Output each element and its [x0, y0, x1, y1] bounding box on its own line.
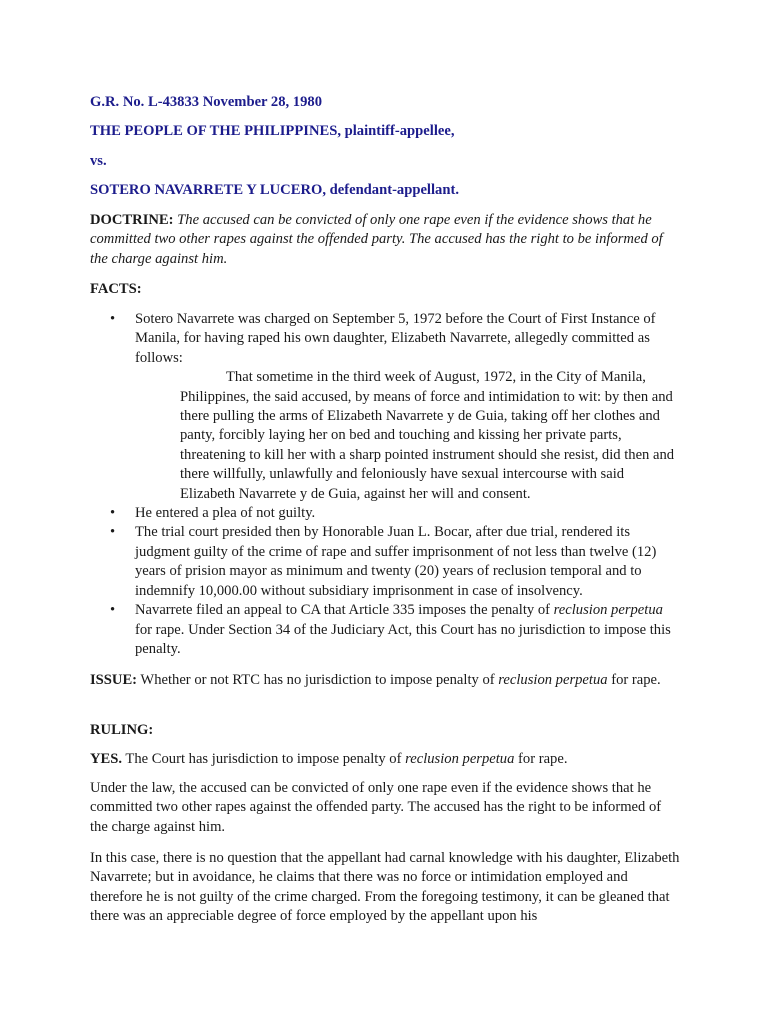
issue-text-before: Whether or not RTC has no jurisdiction to impose penalty of	[137, 672, 499, 688]
bullet-icon: •	[110, 524, 116, 541]
issue-label: ISSUE:	[90, 672, 138, 688]
facts-heading	[90, 280, 680, 299]
ruling-heading	[90, 721, 680, 740]
list-item	[90, 523, 682, 601]
fact-text-before: Navarrete filed an appeal to CA that Article 335 imposes the penalty of	[135, 602, 554, 619]
list-item	[90, 601, 682, 659]
fact-text: The trial court presided then by Honorable Juan L. Bocar, after due trial, rendered its judgment guilty of the crime of rape and suffer imprisonment of not less than twelve (12) years of prision mayor as minimum and twenty (20) years of reclusion temporal and to indemnify 10,000.00 without subsidiary imprisonment in case of insolvency.	[135, 524, 657, 599]
list-item	[90, 504, 682, 523]
ruling-yes-italic: reclusion perpetua	[405, 751, 515, 767]
bullet-icon: •	[110, 311, 116, 327]
ruling-yes-paragraph	[90, 750, 680, 769]
issue-paragraph	[90, 671, 680, 690]
fact-text-italic: reclusion perpetua	[553, 602, 663, 619]
issue-text-after: for rape.	[607, 672, 661, 688]
ruling-yes-before: The Court has jurisdiction to impose penalty of	[122, 751, 406, 767]
ruling-paragraph-1: Under the law, the accused can be convicted of only one rape even if the evidence shows that he committed two other rapes against the offended party. The accused has the right to be informed of the charge against him.	[90, 780, 662, 835]
issue-text-italic: reclusion perpetua	[498, 672, 608, 688]
versus-line: vs.	[90, 153, 107, 169]
ruling-label: RULING:	[90, 722, 154, 738]
bullet-icon: •	[110, 602, 116, 619]
list-item	[90, 310, 682, 504]
fact-text-after: for rape. Under Section 34 of the Judiciary Act, this Court has no jurisdiction to impose this penalty.	[135, 621, 671, 657]
fact-text: He entered a plea of not guilty.	[135, 505, 316, 522]
facts-label: FACTS:	[90, 281, 142, 297]
ruling-yes-label: YES.	[90, 751, 123, 767]
information-quote: That sometime in the third week of August, 1972, in the City of Manila, Philippines, the said accused, by means of force and intimidation to wit: by then and there pulling the arms of Elizabeth Navarrete y de Guia, taking off her clothes and panty, forcibly laying her on bed and touching and kissing her private parts, threatening to kill her with a sharp pointed instrument should she resist, did then and there willfully, unlawfully and feloniously have sexual intercourse with said Elizabeth Navarrete y de Guia, against her will and consent.	[180, 369, 675, 502]
plaintiff-line: THE PEOPLE OF THE PHILIPPINES, plaintiff-appellee,	[90, 123, 455, 139]
facts-list	[90, 310, 682, 659]
case-number: G.R. No. L-43833 November 28, 1980	[90, 94, 322, 110]
doctrine-text: The accused can be convicted of only one rape even if the evidence shows that he committed two other rapes against the offended party. The accused has the right to be informed of the charge against him.	[90, 212, 663, 267]
bullet-icon: •	[110, 505, 116, 522]
doctrine-label: DOCTRINE:	[90, 212, 174, 228]
fact-text: Sotero Navarrete was charged on September 5, 1972 before the Court of First Instance of Manila, for having raped his own daughter, Elizabeth Navarrete, allegedly committed as follows:	[135, 311, 656, 366]
ruling-paragraph-2: In this case, there is no question that the appellant had carnal knowledge with his daughter, Elizabeth Navarrete; but in avoidance, he claims that there was no force or intimidation employed and therefore he is not guilty of the crime charged. From the foregoing testimony, it can be gleaned that there was an appreciable degree of force employed by the appellant upon his	[90, 850, 680, 925]
doctrine-paragraph	[90, 211, 680, 269]
ruling-yes-after: for rape.	[514, 751, 568, 767]
defendant-line: SOTERO NAVARRETE Y LUCERO, defendant-appellant.	[90, 182, 459, 198]
